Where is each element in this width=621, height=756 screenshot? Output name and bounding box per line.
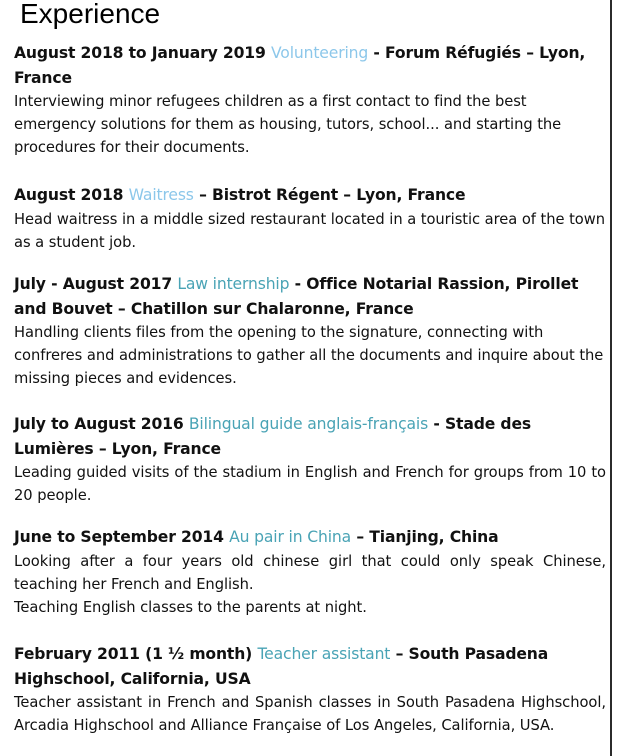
entry-date: July - August 2017 [14,275,173,293]
entry-date: July to August 2016 [14,415,184,433]
entry-place: - Forum Réfugiés – Lyon, France [14,44,586,87]
entry-role: Teacher assistant [257,645,391,663]
entry-title [14,525,606,550]
entry-description [14,90,606,159]
entry-date: June to September 2014 [14,528,224,546]
experience-entry-waitress [14,183,606,254]
experience-entry-teacher-assistant [14,642,606,737]
experience-entry-law-internship [14,272,606,390]
entry-title [14,41,606,90]
entry-place: – South Pasadena Highschool, California, USA [14,645,549,688]
entry-description [14,461,606,507]
entry-place: – Bistrot Régent – Lyon, France [199,186,466,204]
entry-description-text: Head waitress in a middle sized restaurant located in a touristic area of the town as a student job. [14,210,605,251]
experience-entry-au-pair [14,525,606,619]
experience-entry-bilingual-guide [14,412,606,507]
entry-title [14,183,606,208]
entry-place: - Office Notarial Rassion, Pirollet and Bouvet – Chatillon sur Chalaronne, France [14,275,579,318]
entry-title [14,272,606,321]
entry-description [14,691,606,737]
entry-role: Au pair in China [229,528,352,546]
experience-entry-volunteering [14,41,606,159]
entry-description [14,208,606,254]
entry-description-text: Teacher assistant in French and Spanish classes in South Pasadena Highschool, Arcadia Highschool and Alliance Française of Los Angeles, California, USA. [14,694,606,734]
entry-description-text: Leading guided visits of the stadium in English and French for groups from 10 to 20 people. [14,464,606,504]
entry-description [14,321,606,390]
entry-description-text: Interviewing minor refugees children as a first contact to find the best emergency solutions for them as housing, tutors, school... and starting the procedures for their documents. [14,93,562,156]
entry-description-text: Handling clients files from the opening to the signature, connecting with confreres and administrations to gather all the documents and inquire about the missing pieces and evidences. [14,324,604,387]
entry-date: August 2018 to January 2019 [14,44,266,62]
page-border-line [610,0,612,756]
entry-title [14,412,606,461]
entry-role: Bilingual guide anglais-français [188,415,429,433]
entry-description-text-2: Teaching English classes to the parents at night. [14,598,367,616]
entry-place: - Stade des Lumières – Lyon, France [14,415,532,458]
entry-title [14,642,606,691]
entry-role: Law internship [177,275,290,293]
entry-place: – Tianjing, China [356,528,499,546]
entry-description-text: Looking after a four years old chinese girl that could only speak Chinese, teaching her French and English. [14,552,606,593]
entry-description [14,550,606,619]
section-heading: Experience [20,0,161,29]
entry-date: August 2018 [14,186,124,204]
entry-date: February 2011 (1 ½ month) [14,645,253,663]
entry-role: Waitress [128,186,194,204]
entry-role: Volunteering [271,44,369,62]
